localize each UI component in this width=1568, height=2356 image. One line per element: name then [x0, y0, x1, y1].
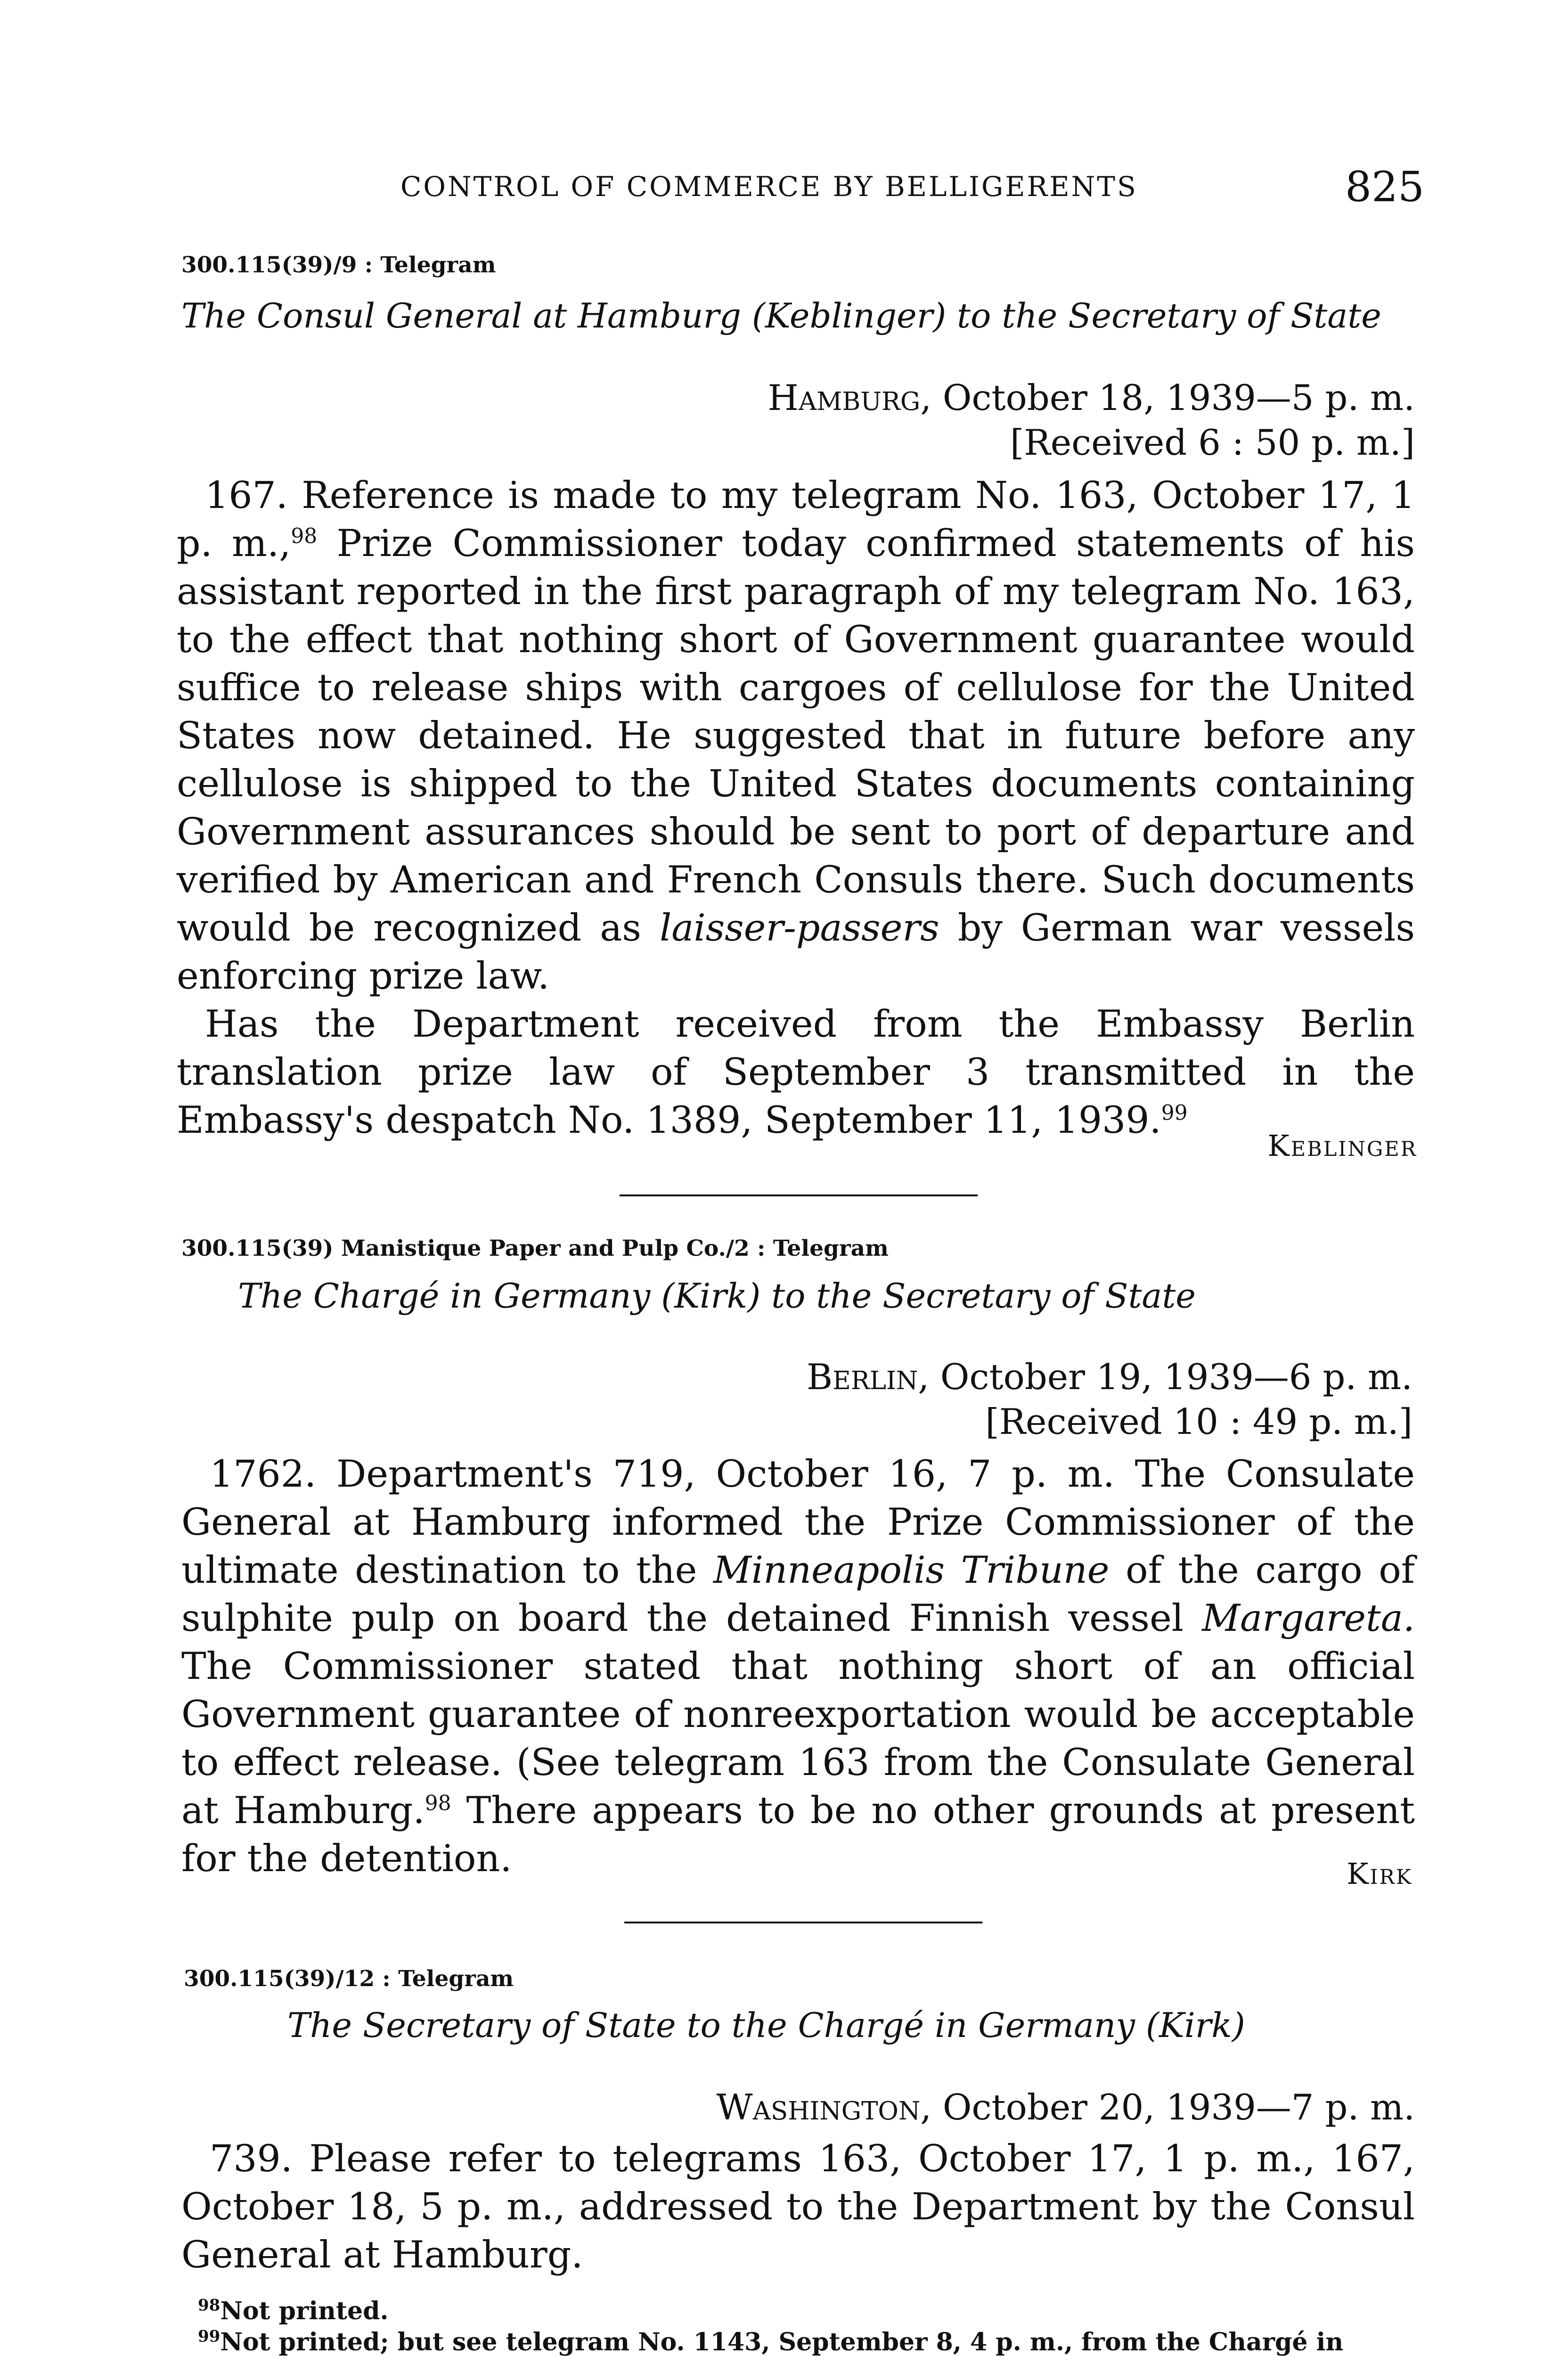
doc3-title: The Secretary of State to the Chargé in Germany (Kirk): [287, 2005, 1245, 2045]
section-divider: [620, 1194, 978, 1196]
doc1-dateline: [768, 377, 1415, 418]
doc3-dateline: [717, 2086, 1415, 2128]
doc1-paragraph-1: 167. Reference is made to my telegram No. 163, October 17, 1 p. m.,$^{98}$ Prize Commissioner today confirmed statements of his assistant reported in the first paragraph of my telegram No. 163, to the effect that nothing short of Government guarantee would suffice to release ships with cargoes of cellulose for the United States now detained. He suggested that in future before any cellulose is shipped to the United States documents containing Government assurances should be sent to port of departure and verified by American and French Consuls there. Such documents would be recognized as laisser-passers by German war vessels enforcing prize law.: [177, 474, 1415, 998]
doc3-body: [181, 2135, 1415, 2279]
doc1-dateline-place: Hamburg,: [768, 377, 932, 418]
footnote-98: $^{98}$Not printed.: [198, 2296, 389, 2325]
footnote-ref-99: 99: [1161, 1101, 1188, 1125]
footnote-mark: 98: [198, 2296, 220, 2315]
doc2-received: [Received 10 : 49 p. m.]: [985, 1401, 1413, 1442]
doc2-paragraph-1: 1762. Department's 719, October 16, 7 p. m. The Consulate General at Hamburg informed the Prize Commissioner of the ultimate destination to the Minneapolis Tribune of the cargo of sulphite pulp on board the detained Finnish vessel Margareta. The Commissioner stated that nothing short of an official Government guarantee of nonreexportation would be acceptable to effect release. (See telegram 163 from the Consulate General at Hamburg.$^{98}$ There appears to be no other grounds at present for the detention.: [181, 1452, 1415, 1880]
doc3-dateline-time: October 20, 1939—7 p. m.: [931, 2086, 1415, 2128]
doc2-file-number: 300.115(39) Manistique Paper and Pulp Co./2 : Telegram: [181, 1235, 889, 1261]
doc3-dateline-place: Washington,: [716, 2086, 932, 2128]
footnote-ref-98: 98: [291, 524, 318, 548]
doc1-file-number: 300.115(39)/9 : Telegram: [181, 252, 496, 278]
doc1-signature: Keblinger: [1267, 1129, 1417, 1163]
doc3-paragraph-1: 739. Please refer to telegrams 163, October 17, 1 p. m., 167, October 18, 5 p. m., addressed to the Department by the Consul General at Hamburg.: [181, 2137, 1415, 2276]
doc3-file-number: 300.115(39)/12 : Telegram: [184, 1966, 514, 1992]
doc2-dateline: [807, 1356, 1413, 1398]
doc1-received: [Received 6 : 50 p. m.]: [1010, 422, 1415, 463]
doc1-dateline-time: October 18, 1939—5 p. m.: [931, 377, 1415, 418]
doc2-body: [181, 1450, 1415, 1882]
doc2-title: The Chargé in Germany (Kirk) to the Secretary of State: [238, 1276, 1196, 1316]
doc1-paragraph-2: Has the Department received from the Embassy Berlin translation prize law of September 3 transmitted in the Embassy's despatch No. 1389, September 11, 1939.99: [177, 1002, 1415, 1142]
footnote-ref-98: 98: [425, 1791, 451, 1816]
doc2-dateline-place: Berlin,: [807, 1356, 930, 1398]
running-title: CONTROL OF COMMERCE BY BELLIGERENTS: [400, 171, 1138, 203]
doc2-dateline-time: October 19, 1939—6 p. m.: [929, 1356, 1413, 1398]
section-divider: [624, 1922, 982, 1923]
doc1-title: The Consul General at Hamburg (Keblinger) to the Secretary of State: [181, 296, 1381, 335]
page-number: 825: [1345, 163, 1424, 211]
footnote-mark: 99: [198, 2327, 220, 2346]
doc1-body: [177, 471, 1415, 1144]
footnote-99: $^{99}$Not printed; but see telegram No. 1143, September 8, 4 p. m., from the Chargé in: [198, 2327, 1344, 2356]
doc2-signature: Kirk: [1347, 1857, 1413, 1891]
